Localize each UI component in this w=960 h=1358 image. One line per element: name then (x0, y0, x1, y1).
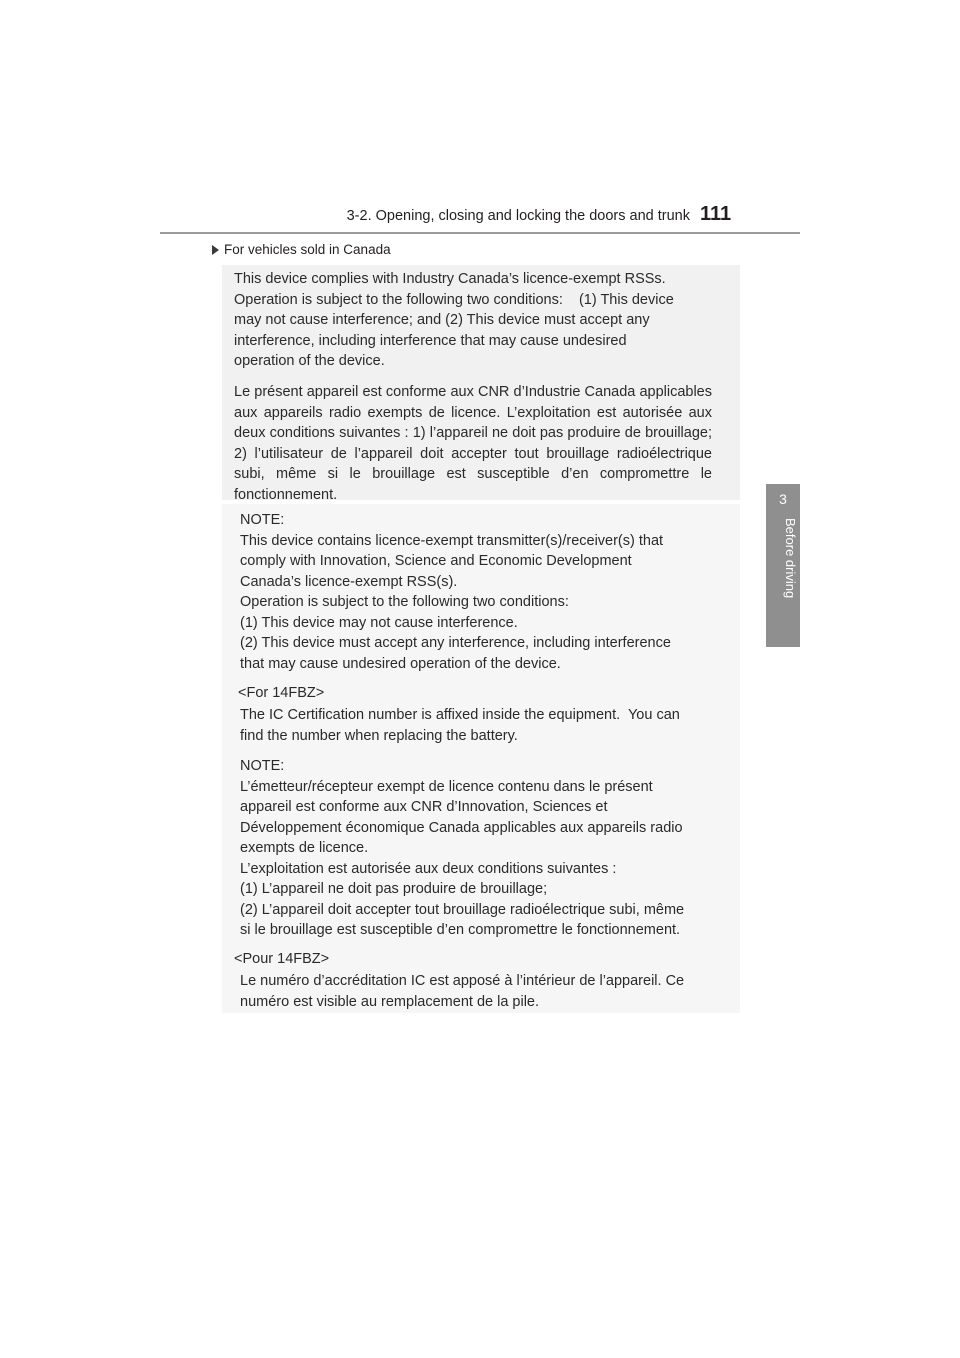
subheading-text: For vehicles sold in Canada (224, 242, 391, 257)
model-text-french: Le numéro d’accréditation IC est apposé à l’intérieur de l’appareil. Ce numéro est visible au remplacement de la pile. (240, 973, 685, 1010)
chapter-section-title: 3-2. Opening, closing and locking the doors and trunk (346, 208, 690, 224)
chapter-tab-label: Before driving (783, 518, 798, 599)
certification-notice-image (222, 265, 740, 1013)
triangle-bullet-icon (212, 245, 219, 255)
model-heading-english: <For 14FBZ> (238, 685, 325, 701)
page-number: 111 (700, 203, 732, 225)
note-english: NOTE: This device contains licence-exempt transmitter(s)/receiver(s) that comply with Innovation, Science and Economic Development Canada’s licence-exempt RSS(s). Operation is subject to the following two conditions: (1) This device may not cause interference. (2) This device must accept any interference, including interference that may cause undesired operation of the device. (240, 512, 671, 672)
notice-french: Le présent appareil est conforme aux CNR d’Industrie Canada applicables aux appareils radio exempts de licence. L’exploitation est autorisée aux deux conditions suivantes : 1) l’appareil ne doit pas produire de brouillage; 2) l’utilisateur de l’appareil doit accepter tout brouillage radioélectrique subi, même si le brouillage est susceptible d’en compromettre le fonctionnement. (234, 384, 712, 503)
note-french: NOTE: L’émetteur/récepteur exempt de licence contenu dans le présent appareil est conforme aux CNR d’Innovation, Sciences et Développement économique Canada applicables aux appareils radio exempts de licence. L’exploitation est autorisée aux deux conditions suivantes : (1) L’appareil ne doit pas produire de brouillage; (2) L’appareil doit accepter tout brouillage radioélectrique subi, même si le brouillage est susceptible d’en compromettre le fonctionnement. (240, 758, 685, 938)
section-subheading (212, 242, 391, 257)
chapter-tab-number: 3 (779, 491, 787, 507)
model-heading-french: <Pour 14FBZ> (234, 951, 330, 967)
notice-english: This device complies with Industry Canada’s licence-exempt RSSs. Operation is subject to the following two conditions: (1) This device may not cause interference; and (2) This device must accept any interference, including interference that may cause undesired operation of the device. (234, 271, 674, 369)
model-text-english: The IC Certification number is affixed inside the equipment. You can find the number when replacing the battery. (240, 707, 680, 744)
header-divider (160, 232, 800, 234)
